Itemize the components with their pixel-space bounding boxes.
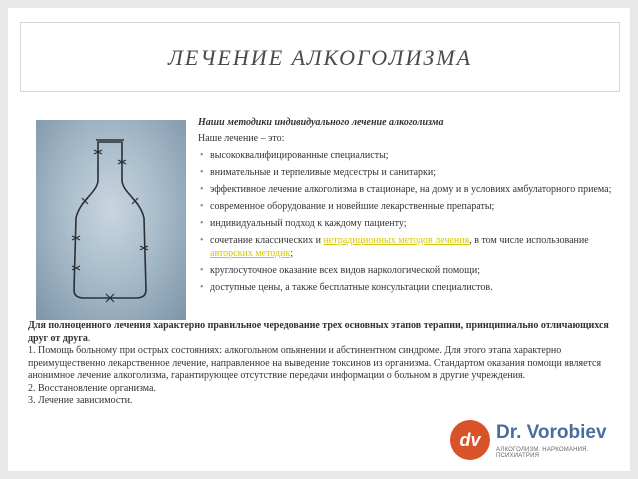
bullet-icon: • xyxy=(200,150,204,161)
list-item: • высококвалифицированные специалисты; xyxy=(200,150,389,161)
dr-vorobiev-logo xyxy=(446,414,622,468)
bullet-icon: • xyxy=(200,167,204,178)
list-item: • сочетание классических и нетрадиционных методов лечения, в том числе использование авторских методик; xyxy=(200,235,589,259)
list-item: • индивидуальный подход к каждому пациенту; xyxy=(200,218,407,229)
slide xyxy=(8,8,630,471)
bullet-list xyxy=(198,149,618,294)
list-item: • эффективное лечение алкоголизма в стационаре, на дому и в условиях амбулаторного приема; xyxy=(200,184,612,195)
bullet-icon: • xyxy=(200,218,204,229)
logo-name: Dr. Vorobiev xyxy=(496,422,607,443)
section-subtitle: Наши методики индивидуального лечение алкоголизма xyxy=(198,117,444,128)
intro-text: Наше лечение – это: xyxy=(198,133,285,144)
link-nontraditional-methods[interactable]: нетрадиционных методов лечения xyxy=(323,235,470,246)
list-item: • доступные цены, а также бесплатные консультации специалистов. xyxy=(200,282,493,293)
bullet-icon: • xyxy=(200,235,204,246)
bullet-icon: • xyxy=(200,265,204,276)
stage-2-paragraph: 2. Восстановление организма. xyxy=(28,382,156,394)
stage-3-paragraph: 3. Лечение зависимости. xyxy=(28,395,133,406)
therapy-stages-heading: Для полноценного лечения характерно правильное чередование трех основных этапов терапии, принципиально отличающихся друг от друга. xyxy=(28,320,609,344)
bullet-icon: • xyxy=(200,184,204,195)
link-author-methods[interactable]: авторских методик xyxy=(210,248,291,259)
bullet-icon: • xyxy=(200,282,204,293)
logo-tagline: АЛКОГОЛИЗМ. НАРКОМАНИЯ. ПСИХИАТРИЯ xyxy=(496,447,589,459)
content-block xyxy=(198,116,618,298)
list-item: • современное оборудование и новейшие лекарственные препараты; xyxy=(200,201,495,212)
logo-monogram: dv xyxy=(450,420,490,460)
list-item: • круглосуточное оказание всех видов наркологической помощи; xyxy=(200,265,481,276)
slide-title: ЛЕЧЕНИЕ АЛКОГОЛИЗМА xyxy=(167,45,473,70)
stage-1-paragraph: 1. Помощь больному при острых состояниях: алкогольном опьянении и абстинентном синдроме. Для этого этапа характерно преимущественно лекарственное лечение, направленное на выведение токсинов из организма. Стандартом оказания помощи является анонимное лечение алкоголизма, гарантирующее отсутствие передачи информации о больном в другие учреждения. xyxy=(28,345,602,381)
lower-text-block xyxy=(28,320,620,408)
title-band xyxy=(20,22,620,92)
bullet-icon: • xyxy=(200,201,204,212)
barbed-wire-bottle-image xyxy=(36,120,186,320)
list-item: • внимательные и терпеливые медсестры и санитарки; xyxy=(200,167,436,178)
